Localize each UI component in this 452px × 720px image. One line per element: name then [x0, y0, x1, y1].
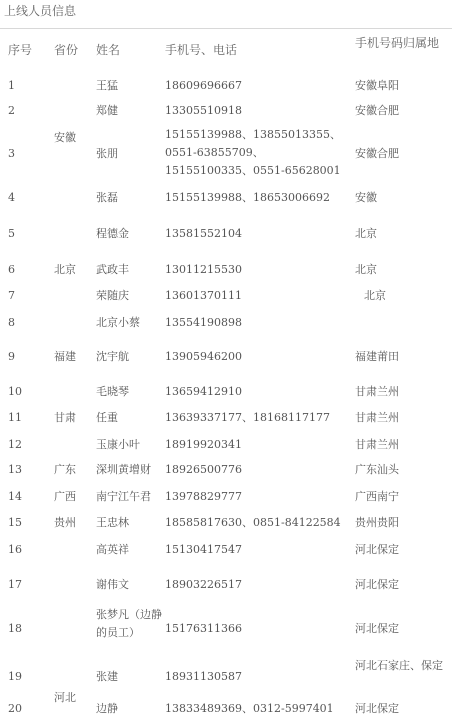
row-13-location: 广东汕头 [355, 463, 399, 476]
province-guangxi: 广西 [54, 490, 76, 503]
row-15-location: 贵州贵阳 [355, 516, 399, 529]
row-7-idx: 7 [8, 289, 15, 302]
row-16-idx: 16 [8, 543, 22, 556]
row-12-phone: 18919920341 [165, 438, 242, 451]
row-11-idx: 11 [8, 411, 22, 424]
header-divider [0, 28, 452, 29]
row-3-phone: 15155139988、13855013355、0551-63855709、15155100335、0551-65628001 [165, 128, 341, 177]
province-guangdong: 广东 [54, 463, 76, 476]
row-2-phone: 13305510918 [165, 104, 242, 117]
row-7-location: 北京 [364, 289, 386, 302]
row-1-idx: 1 [8, 79, 15, 92]
row-3-idx: 3 [8, 147, 15, 160]
page-title: 上线人员信息 [4, 4, 77, 18]
row-16-phone: 15130417547 [165, 543, 242, 556]
row-14-idx: 14 [8, 490, 22, 503]
row-20-location: 河北保定 [355, 702, 399, 715]
header-province: 省份 [54, 43, 79, 57]
row-1-location: 安徽阜阳 [355, 79, 399, 92]
row-7-phone: 13601370111 [165, 289, 242, 302]
province-guizhou: 贵州 [54, 516, 76, 529]
row-15-name: 王忠林 [96, 516, 129, 529]
row-11-phone: 13639337177、18168117177 [165, 411, 330, 424]
row-18-idx: 18 [8, 622, 22, 635]
row-15-phone: 18585817630、0851-84122584 [165, 516, 341, 529]
row-13-name: 深圳黄增财 [96, 463, 151, 476]
row-9-phone: 13905946200 [165, 350, 242, 363]
row-18-name: 张梦凡（边静的员工） [96, 608, 162, 639]
row-17-name: 谢伟文 [96, 578, 129, 591]
row-11-location: 甘肃兰州 [355, 411, 399, 424]
row-16-location: 河北保定 [355, 543, 399, 556]
row-2-location: 安徽合肥 [355, 104, 399, 117]
row-4-phone: 15155139988、18653006692 [165, 191, 330, 204]
header-phone: 手机号、电话 [165, 43, 238, 57]
row-14-name: 南宁江午君 [96, 490, 151, 503]
row-4-idx: 4 [8, 191, 15, 204]
row-17-phone: 18903226517 [165, 578, 242, 591]
row-2-name: 郑健 [96, 104, 118, 117]
row-12-idx: 12 [8, 438, 22, 451]
row-5-name: 程德金 [96, 227, 129, 240]
header-name: 姓名 [96, 43, 121, 57]
row-10-phone: 13659412910 [165, 385, 242, 398]
row-7-name: 荣随庆 [96, 289, 129, 302]
province-anhui: 安徽 [54, 131, 76, 144]
row-13-phone: 18926500776 [165, 463, 242, 476]
row-4-name: 张磊 [96, 191, 118, 204]
row-15-idx: 15 [8, 516, 22, 529]
row-6-name: 武政丰 [96, 263, 129, 276]
row-10-idx: 10 [8, 385, 22, 398]
row-11-name: 任重 [96, 411, 118, 424]
row-12-name: 玉康小叶 [96, 438, 140, 451]
row-9-location: 福建莆田 [355, 350, 399, 363]
row-9-idx: 9 [8, 350, 15, 363]
row-5-location: 北京 [355, 227, 377, 240]
row-6-location: 北京 [355, 263, 377, 276]
row-8-idx: 8 [8, 316, 15, 329]
row-9-name: 沈宇航 [96, 350, 129, 363]
row-19-location: 河北石家庄、保定 [355, 659, 443, 672]
row-4-location: 安徽 [355, 191, 377, 204]
row-14-location: 广西南宁 [355, 490, 399, 503]
province-fujian: 福建 [54, 350, 76, 363]
row-8-name: 北京小蔡 [96, 316, 140, 329]
row-19-phone: 18931130587 [165, 670, 242, 683]
row-20-name: 边静 [96, 702, 118, 715]
row-1-name: 王猛 [96, 79, 118, 92]
row-6-phone: 13011215530 [165, 263, 242, 276]
row-5-idx: 5 [8, 227, 15, 240]
header-location: 手机号码归属地 [355, 36, 440, 50]
row-1-phone: 18609696667 [165, 79, 242, 92]
row-16-name: 高英祥 [96, 543, 129, 556]
row-3-name: 张朋 [96, 147, 118, 160]
province-gansu: 甘肃 [54, 411, 76, 424]
row-17-location: 河北保定 [355, 578, 399, 591]
row-10-location: 甘肃兰州 [355, 385, 399, 398]
row-12-location: 甘肃兰州 [355, 438, 399, 451]
row-19-idx: 19 [8, 670, 22, 683]
row-8-phone: 13554190898 [165, 316, 242, 329]
row-5-phone: 13581552104 [165, 227, 242, 240]
row-20-phone: 13833489369、0312-5997401 [165, 702, 334, 715]
header-idx: 序号 [8, 43, 33, 57]
row-10-name: 毛晓琴 [96, 385, 129, 398]
row-17-idx: 17 [8, 578, 22, 591]
row-3-location: 安徽合肥 [355, 147, 399, 160]
province-beijing: 北京 [54, 263, 76, 276]
row-13-idx: 13 [8, 463, 22, 476]
row-2-idx: 2 [8, 104, 15, 117]
row-14-phone: 13978829777 [165, 490, 242, 503]
row-6-idx: 6 [8, 263, 15, 276]
row-18-location: 河北保定 [355, 622, 399, 635]
row-19-name: 张建 [96, 670, 118, 683]
row-20-idx: 20 [8, 702, 22, 715]
province-hebei: 河北 [54, 691, 76, 704]
row-18-phone: 15176311366 [165, 622, 242, 635]
